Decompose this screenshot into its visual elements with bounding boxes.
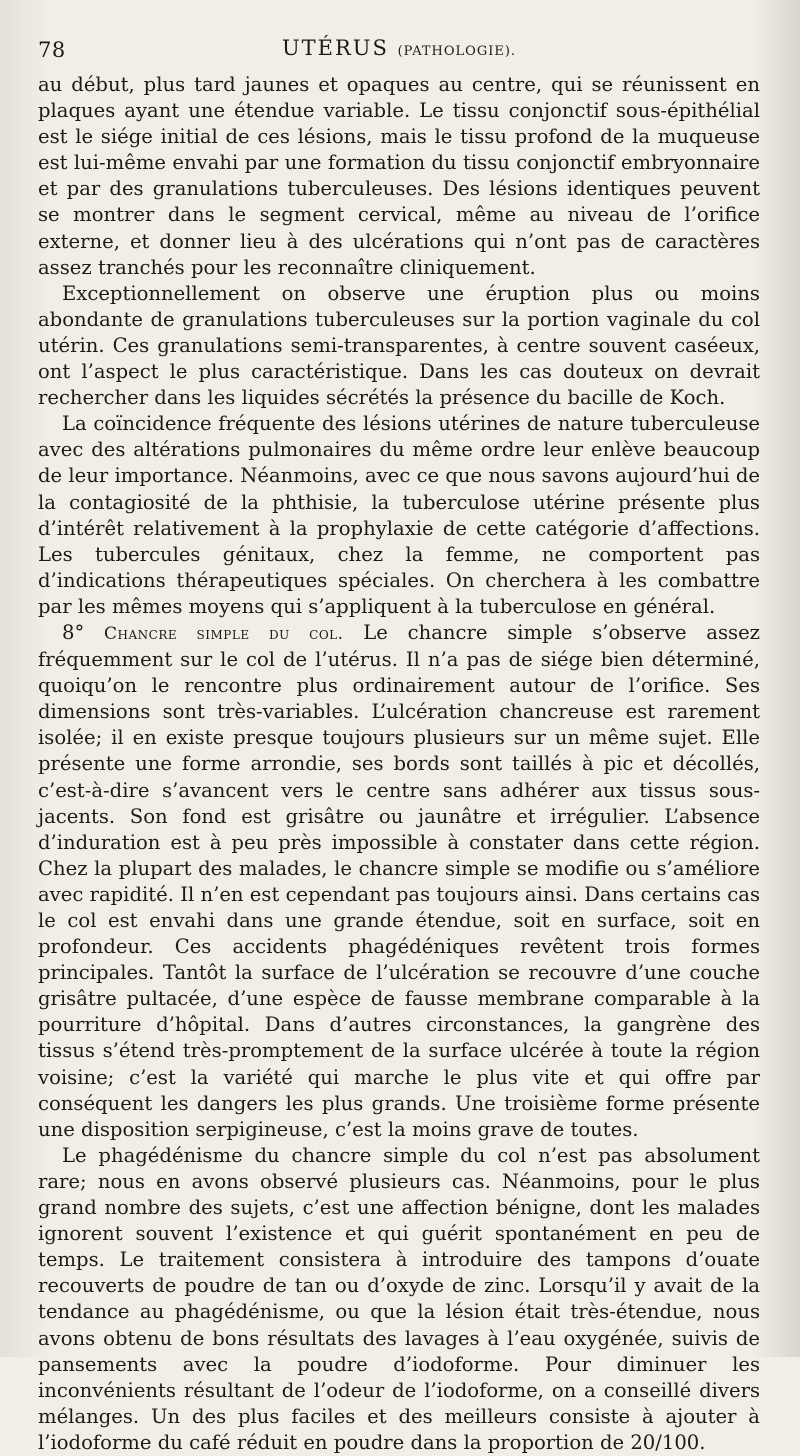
paragraph-1 bbox=[38, 72, 760, 281]
body-text bbox=[38, 72, 760, 1456]
paragraph-text: au début, plus tard jaunes et opaques au centre, qui se réunissent en plaques ayant une étendue variable. Le tissu conjonctif sous-épithélial est le siége initial de ces lésions, mais le tissu profond de la muqueuse est lui-même envahi par une formation du tissu conjonctif embryonnaire et par des granulations tuberculeuses. Des lésions identiques peuvent se montrer dans le segment cervical, même au niveau de l’orifice externe, et donner lieu à des ulcérations qui n’ont pas de caractères assez tranchés pour les reconnaître cliniquement. bbox=[38, 73, 760, 279]
section-number: 8° bbox=[62, 620, 85, 644]
paragraph-4-section-8 bbox=[38, 620, 760, 1143]
running-title bbox=[38, 36, 760, 60]
paragraph-text: Exceptionnellement on observe une éruption plus ou moins abondante de granulations tuberculeuses sur la portion vaginale du col utérin. Ces granulations semi-transparentes, à centre souvent caséeux, ont l’aspect le plus caractéristique. Dans les cas douteux on devrait rechercher dans les liquides sécrétés la présence du bacille de Koch. bbox=[38, 281, 760, 410]
running-head bbox=[38, 28, 760, 68]
paragraph-text: La coïncidence fréquente des lésions utérines de nature tuberculeuse avec des altérations pulmonaires du même ordre leur enlève beaucoup de leur importance. Néanmoins, avec ce que nous savons aujourd’hui de la contagiosité de la phthisie, la tuberculose utérine présente plus d’intérêt relativement à la prophylaxie de cette catégorie d’affections. Les tubercules génitaux, chez la femme, ne comportent pas d’indications thérapeutiques spéciales. On cherchera à les combattre par les mêmes moyens qui s’appliquent à la tuberculose en général. bbox=[38, 412, 760, 618]
section-heading: Chancre simple du col. bbox=[104, 623, 344, 644]
page-number: 78 bbox=[38, 38, 66, 62]
paragraph-text: Le phagédénisme du chancre simple du col n’est pas absolument rare; nous en avons observé plusieurs cas. Néanmoins, pour le plus grand nombre des sujets, c’est une affection bénigne, dont les malades ignorent souvent l’existence et qui guérit spontanément en peu de temps. Le traitement consistera à introduire des tampons d’ouate recouverts de poudre de tan ou d’oxyde de zinc. Lorsqu’il y avait de la tendance au phagédénisme, ou que la lésion était très-étendue, nous avons obtenu de bons résultats des lavages à l’eau oxygénée, suivis de pansements avec la poudre d’iodoforme. Pour diminuer les inconvénients résultant de l’odeur de l’iodoforme, on a conseillé divers mélanges. Un des plus faciles et des meilleurs consiste à ajouter à l’iodoforme du café réduit en poudre dans la proportion de 20/100. bbox=[38, 1143, 760, 1454]
running-title-main: UTÉRUS bbox=[281, 36, 389, 60]
paragraph-3 bbox=[38, 411, 760, 620]
running-title-subtitle: (PATHOLOGIE). bbox=[397, 44, 517, 59]
paragraph-2 bbox=[38, 281, 760, 411]
paragraph-text: Le chancre simple s’observe assez fréquemment sur le col de l’utérus. Il n’a pas de siége bien déterminé, quoiqu’on le rencontre plus ordinairement autour de l’orifice. Ses dimensions sont très-variables. L’ulcération chancreuse est rarement isolée; il en existe presque toujours plusieurs sur un même sujet. Elle présente une forme arrondie, ses bords sont taillés à pic et décollés, c’est-à-dire s’avancent vers le centre sans adhérer aux tissus sous-jacents. Son fond est grisâtre ou jaunâtre et irrégulier. L’absence d’induration est à peu près impossible à constater dans cette région. Chez la plupart des malades, le chancre simple se modifie ou s’améliore avec rapidité. Il n’en est cependant pas toujours ainsi. Dans certains cas le col est envahi dans une grande étendue, soit en surface, soit en profondeur. Ces accidents phagédéniques revêtent trois formes principales. Tantôt la surface de l’ulcération se recouvre d’une couche grisâtre pultacée, d’une espèce de fausse membrane comparable à la pourriture d’hôpital. Dans d’autres circonstances, la gangrène des tissus s’étend très-promptement de la surface ulcérée à toute la région voisine; c’est la variété qui marche le plus vite et qui offre par conséquent les dangers les plus grands. Une troisième forme présente une disposition serpigineuse, c’est la moins grave de toutes. bbox=[38, 620, 761, 1141]
paragraph-5 bbox=[38, 1143, 760, 1456]
